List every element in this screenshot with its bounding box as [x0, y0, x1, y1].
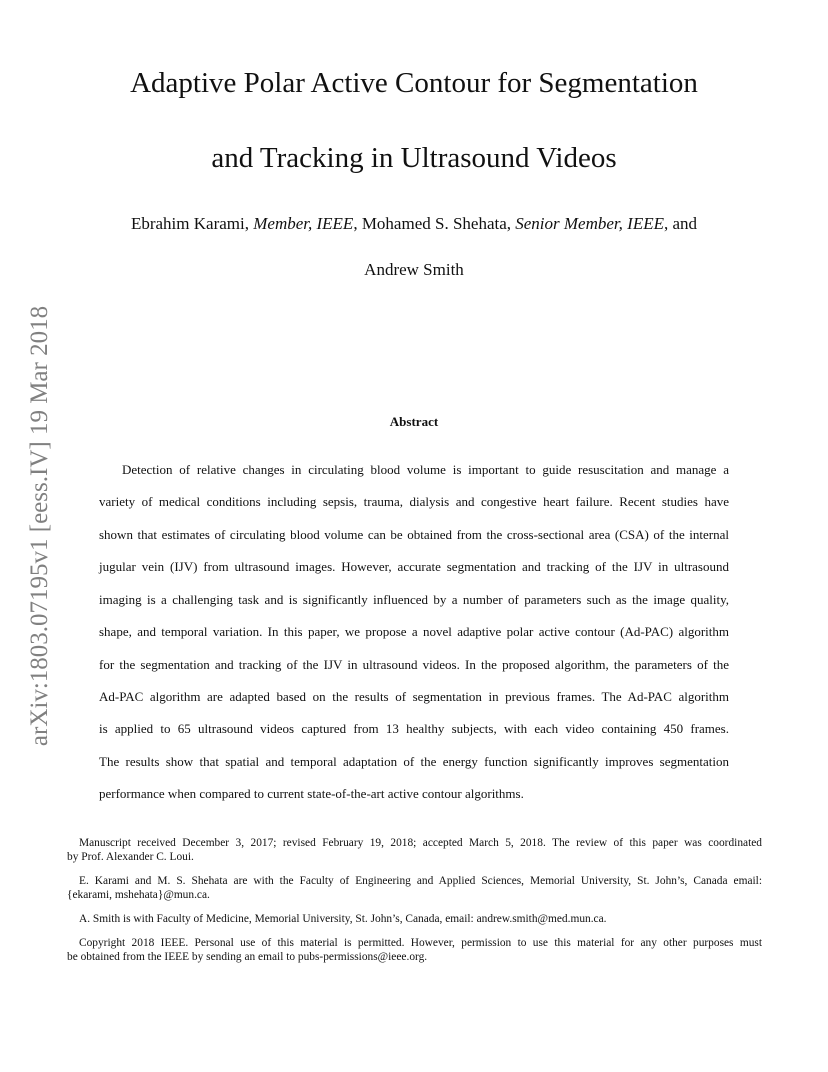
author-smith-name: Andrew Smith	[364, 260, 464, 279]
abstract-line: Ad-PAC algorithm are adapted based on the results of segmentation in previous frames. The Ad-PAC algorithm	[99, 689, 729, 704]
author-list	[0, 213, 828, 235]
footnote-affiliation-line: {ekarami, mshehata}@mun.ca.	[67, 889, 210, 901]
abstract-line: jugular vein (IJV) from ultrasound images. However, accurate segmentation and tracking of the IJV in ultrasound	[99, 559, 729, 574]
abstract-line: variety of medical conditions including sepsis, trauma, dialysis and congestive heart failure. Recent studies have	[99, 494, 729, 509]
abstract-line: The results show that spatial and temporal adaptation of the energy function significantly improves segmentation	[99, 754, 729, 769]
abstract-line: shape, and temporal variation. In this paper, we propose a novel adaptive polar active contour (Ad-PAC) algorithm	[99, 624, 729, 639]
author-karami-role: Member, IEEE	[253, 214, 354, 233]
abstract-line: imaging is a challenging task and is significantly influenced by a number of parameters such as the image quality,	[99, 592, 729, 607]
abstract-line: Detection of relative changes in circulating blood volume is important to guide resuscitation and manage a	[122, 462, 729, 477]
author-list-conjunction: , and	[663, 214, 698, 233]
author-shehata-role: Senior Member, IEEE	[515, 214, 664, 233]
footnote-copyright-line: be obtained from the IEEE by sending an email to pubs-permissions@ieee.org.	[67, 951, 428, 963]
footnote-manuscript-line: by Prof. Alexander C. Loui.	[67, 851, 194, 863]
paper-title-line-2: and Tracking in Ultrasound Videos	[211, 142, 617, 174]
arxiv-identifier: arXiv:1803.07195v1 [eess.IV] 19 Mar 2018	[26, 305, 53, 747]
abstract-line: shown that estimates of circulating blood volume can be obtained from the cross-sectional area (CSA) of the internal	[99, 527, 729, 542]
abstract-line: for the segmentation and tracking of the IJV in ultrasound videos. In the proposed algorithm, the parameters of the	[99, 657, 729, 672]
author-karami-name: Ebrahim Karami,	[130, 214, 254, 233]
abstract-heading: Abstract	[389, 414, 439, 429]
abstract-line: performance when compared to current state-of-the-art active contour algorithms.	[99, 786, 524, 801]
author-shehata-name: , Mohamed S. Shehata,	[353, 214, 516, 233]
paper-title-line-1: Adaptive Polar Active Contour for Segmentation	[130, 67, 698, 99]
footnote-affiliation-smith: A. Smith is with Faculty of Medicine, Memorial University, St. John’s, Canada, email: andrew.smith@med.mun.ca.	[79, 913, 607, 925]
footnote-affiliation-line: E. Karami and M. S. Shehata are with the Faculty of Engineering and Applied Sciences, Memorial University, St. John’s, Canada email:	[79, 875, 762, 887]
footnote-copyright-line: Copyright 2018 IEEE. Personal use of this material is permitted. However, permission to use this material for any other purposes must	[79, 937, 762, 949]
abstract-line: is applied to 65 ultrasound videos captured from 13 healthy subjects, with each video containing 450 frames.	[99, 721, 729, 736]
footnote-manuscript-line: Manuscript received December 3, 2017; revised February 19, 2018; accepted March 5, 2018. The review of this paper was coordinated	[79, 837, 762, 849]
